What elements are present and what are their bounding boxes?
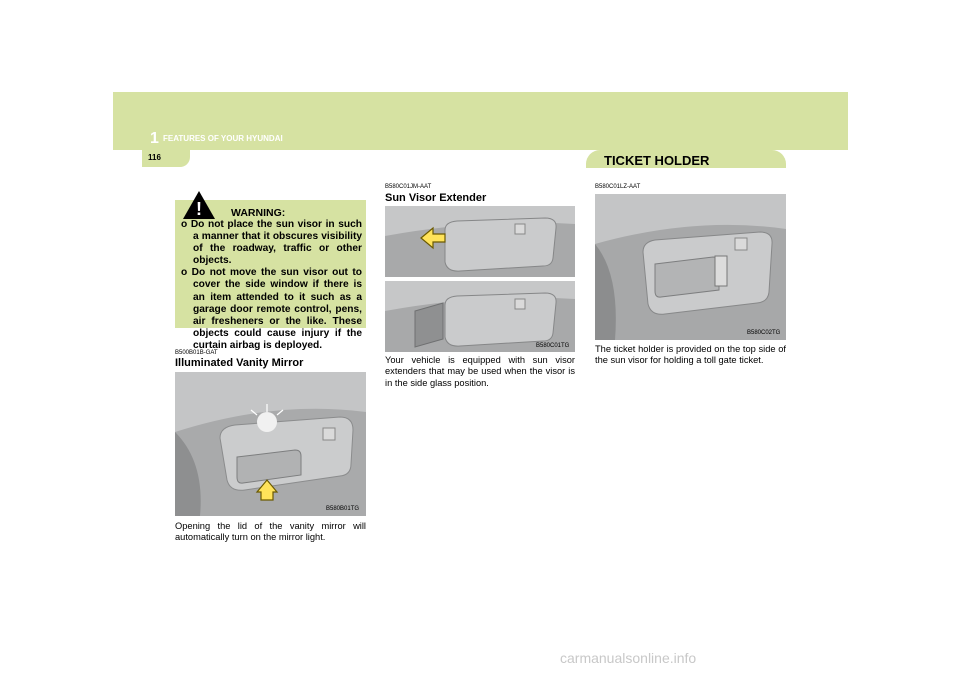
visor-extender-image-label: B580C01TG <box>536 343 570 349</box>
visor-extender-image-top <box>385 206 575 277</box>
vanity-mirror-title: Illuminated Vanity Mirror <box>175 357 304 369</box>
vanity-mirror-code: B500B01B-GAT <box>175 350 218 356</box>
ticket-holder-image-label: B580C02TG <box>747 330 781 336</box>
warning-icon-glyph: ! <box>196 199 202 219</box>
visor-extender-title: Sun Visor Extender <box>385 192 487 204</box>
warning-text <box>181 219 362 352</box>
vanity-mirror-text: Opening the lid of the vanity mirror will automatically turn on the mirror light. <box>175 521 366 543</box>
ticket-holder-text: The ticket holder is provided on the top side of the sun visor for holding a toll gate ticket. <box>595 344 786 366</box>
site-watermark: carmanualsonline.info <box>560 650 697 666</box>
section-title: TICKET HOLDER <box>604 153 710 168</box>
ticket-holder-image <box>595 194 786 340</box>
chapter-number: 1 <box>150 130 159 147</box>
visor-extender-text: Your vehicle is equipped with sun visor extenders that may be used when the visor is in the side glass position. <box>385 355 575 388</box>
page-number: 116 <box>148 153 161 162</box>
visor-extender-code: B580C01JM-AAT <box>385 184 432 190</box>
warning-heading: WARNING: <box>231 207 286 219</box>
vanity-mirror-image-label: B580B01TG <box>326 506 360 512</box>
visor-extender-image-bottom <box>385 281 575 352</box>
warning-triangle-icon <box>182 190 216 220</box>
ticket-holder-code: B580C01LZ-AAT <box>595 184 641 190</box>
vanity-mirror-image <box>175 372 366 516</box>
chapter-title: FEATURES OF YOUR HYUNDAI <box>163 134 283 143</box>
warning-item: o Do not move the sun visor out to cover the side window if there is an item attended to it such as a garage door remote control, pens, air fresheners or the like. These objects could cause injury if the curtain airbag is deployed. <box>181 267 362 351</box>
warning-item: o Do not place the sun visor in such a manner that it obscures visibility of the roadway, traffic or other objects. <box>181 219 362 267</box>
